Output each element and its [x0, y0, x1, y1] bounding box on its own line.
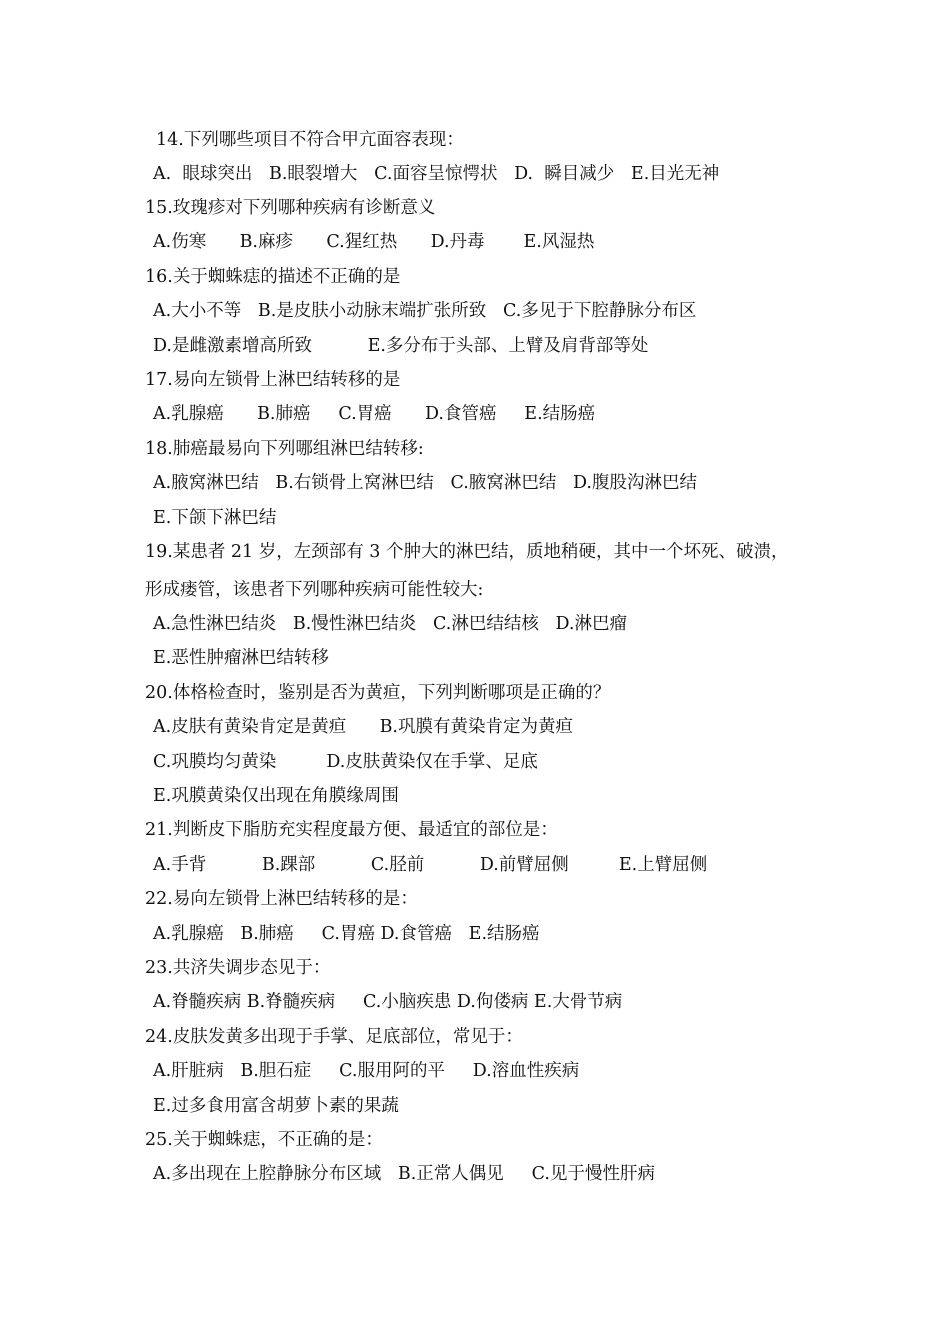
question-16-options-1: A.大小不等 B.是皮肤小动脉末端扩张所致 C.多见于下腔静脉分布区: [153, 301, 697, 321]
question-24-stem: 24.皮肤发黄多出现于手掌、足底部位，常见于：: [145, 1027, 523, 1047]
question-19-stem-1: 19.某患者 21 岁，左颈部有 3 个肿大的淋巴结，质地稍硬，其中一个坏死、破溃，: [145, 542, 789, 562]
question-20-options-3: E.巩膜黄染仅出现在角膜缘周围: [153, 786, 399, 806]
question-21-stem: 21.判断皮下脂肪充实程度最方便、最适宜的部位是：: [145, 820, 558, 840]
question-14-stem: 14.下列哪些项目不符合甲亢面容表现：: [156, 130, 464, 150]
question-21-options: A.手背 B.踝部 C.胫前 D.前臂屈侧 E.上臂屈侧: [153, 855, 708, 875]
question-19-options-2: E.恶性肿瘤淋巴结转移: [153, 648, 329, 668]
question-16-options-2: D.是雌激素增高所致 E.多分布于头部、上臂及肩背部等处: [153, 336, 649, 356]
question-17-options: A.乳腺癌 B.肺癌 C.胃癌 D.食管癌 E.结肠癌: [153, 404, 596, 424]
question-18-options-2: E.下颌下淋巴结: [153, 508, 277, 528]
question-24-options-1: A.肝脏病 B.胆石症 C.服用阿的平 D.溶血性疾病: [153, 1061, 580, 1081]
question-18-options-1: A.腋窝淋巴结 B.右锁骨上窝淋巴结 C.腋窝淋巴结 D.腹股沟淋巴结: [153, 473, 697, 493]
question-18-stem: 18.肺癌最易向下列哪组淋巴结转移:: [145, 439, 424, 459]
question-23-options: A.脊髓疾病 B.脊髓疾病 C.小脑疾患 D.佝偻病 E.大骨节病: [153, 992, 623, 1012]
question-25-stem: 25.关于蜘蛛痣，不正确的是：: [145, 1130, 383, 1150]
question-19-stem-2: 形成瘘管，该患者下列哪种疾病可能性较大:: [145, 580, 484, 600]
question-20-options-2: C.巩膜均匀黄染 D.皮肤黄染仅在手掌、足底: [153, 752, 538, 772]
question-23-stem: 23.共济失调步态见于：: [145, 958, 331, 978]
question-17-stem: 17.易向左锁骨上淋巴结转移的是: [145, 370, 401, 390]
question-22-options: A.乳腺癌 B.肺癌 C.胃癌 D.食管癌 E.结肠癌: [153, 924, 540, 944]
question-25-options: A.多出现在上腔静脉分布区域 B.正常人偶见 C.见于慢性肝病: [153, 1164, 655, 1184]
question-14-options: A. 眼球突出 B.眼裂增大 C.面容呈惊愕状 D. 瞬目减少 E.目光无神: [153, 164, 720, 184]
question-15-stem: 15.玫瑰疹对下列哪种疾病有诊断意义: [145, 198, 436, 218]
question-22-stem: 22.易向左锁骨上淋巴结转移的是：: [145, 889, 418, 909]
question-24-options-2: E.过多食用富含胡萝卜素的果蔬: [153, 1096, 399, 1116]
question-20-stem: 20.体格检查时，鉴别是否为黄疸，下列判断哪项是正确的？: [145, 683, 611, 703]
question-16-stem: 16.关于蜘蛛痣的描述不正确的是: [145, 267, 401, 287]
question-20-options-1: A.皮肤有黄染肯定是黄疸 B.巩膜有黄染肯定为黄疸: [153, 717, 573, 737]
question-15-options: A.伤寒 B.麻疹 C.猩红热 D.丹毒 E.风湿热: [153, 232, 595, 252]
question-19-options-1: A.急性淋巴结炎 B.慢性淋巴结炎 C.淋巴结结核 D.淋巴瘤: [153, 614, 627, 634]
